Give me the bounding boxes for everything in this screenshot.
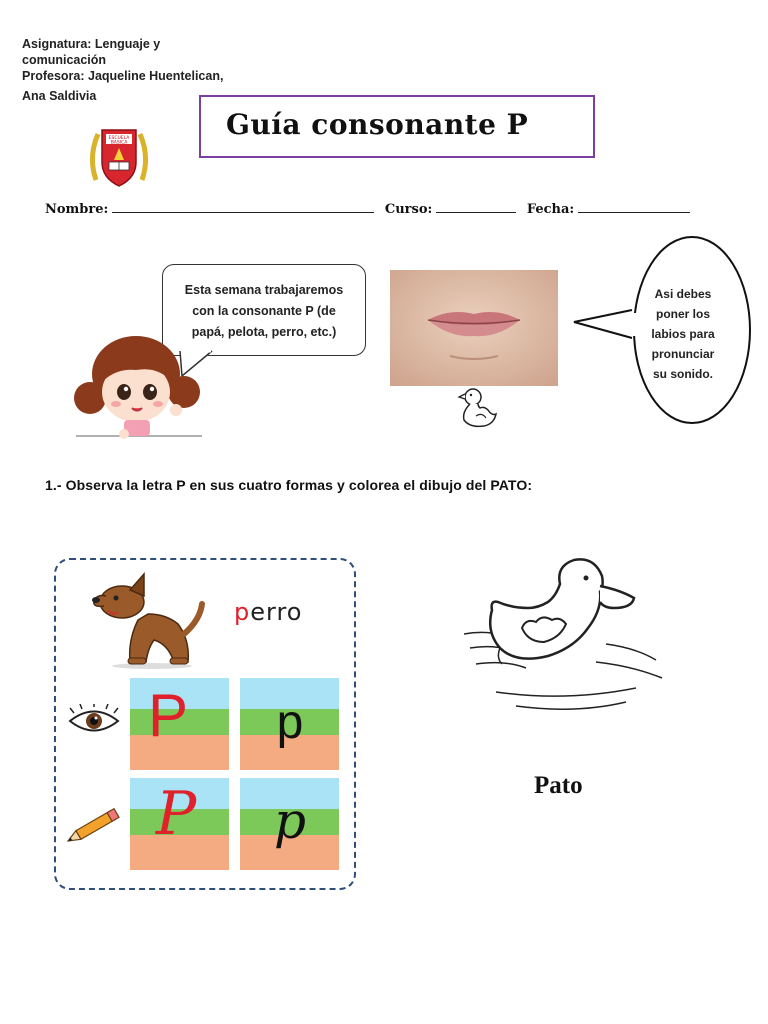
small-duck-icon [456, 386, 500, 432]
name-blank[interactable] [112, 200, 374, 213]
page-title: Guía consonante P [226, 108, 529, 141]
eye-icon [66, 704, 122, 738]
girl-bubble-line-3: papá, pelota, perro, etc.) [191, 325, 337, 339]
svg-text:P: P [155, 779, 197, 849]
tile-uppercase-cursive [130, 778, 229, 870]
subject-line-1: Asignatura: Lenguaje y [22, 37, 161, 51]
lips-bubble-line-4: pronunciar [651, 347, 715, 361]
lips-bubble-line-3: labios para [651, 327, 715, 341]
letter-uppercase-cursive [130, 778, 229, 870]
tile-uppercase-print [130, 678, 229, 770]
subject-line-2: comunicación [22, 53, 107, 67]
dog-illustration [88, 570, 208, 670]
tile-lowercase-print [240, 678, 339, 770]
letter-lowercase-print [240, 678, 339, 770]
header-info [22, 36, 232, 104]
logo-text-2: BASICA [110, 140, 128, 146]
perro-rest: erro [250, 598, 303, 626]
course-label: Curso: [384, 202, 433, 217]
name-label: Nombre: [45, 202, 109, 217]
date-blank[interactable] [578, 200, 690, 213]
teacher-line-2: Ana Saldivia [22, 89, 97, 103]
perro-first-letter: p [234, 598, 251, 626]
student-form [45, 200, 696, 217]
svg-text:p: p [273, 792, 307, 850]
girl-bubble-line-1: Esta semana trabajaremos [184, 283, 344, 297]
girl-bubble-line-2: con la consonante P (de [192, 304, 336, 318]
svg-text:p: p [276, 696, 304, 749]
letter-lowercase-cursive [240, 778, 339, 870]
duck-coloring-drawing[interactable] [456, 552, 678, 718]
letter-uppercase-print [130, 678, 229, 770]
girl-illustration [72, 330, 208, 440]
lips-bubble-text [628, 284, 738, 384]
perro-word [234, 598, 302, 626]
course-blank[interactable] [436, 200, 516, 213]
lips-bubble-line-1: Asi debes [654, 287, 712, 301]
school-logo [86, 122, 152, 192]
logo-text-1: ESCUELA [108, 136, 130, 141]
duck-caption: Pato [534, 772, 583, 799]
svg-text:P: P [147, 682, 189, 749]
lips-bubble-line-2: poner los [655, 307, 710, 321]
pencil-icon [62, 806, 126, 846]
lips-photo [390, 270, 558, 386]
instruction-text: 1.- Observa la letra P en sus cuatro formas y colorea el dibujo del PATO: [45, 477, 533, 493]
tile-lowercase-cursive [240, 778, 339, 870]
lips-bubble-line-5: su sonido. [653, 367, 713, 381]
date-label: Fecha: [526, 202, 575, 217]
teacher-line: Profesora: Jaqueline Huentelican, [22, 69, 224, 83]
